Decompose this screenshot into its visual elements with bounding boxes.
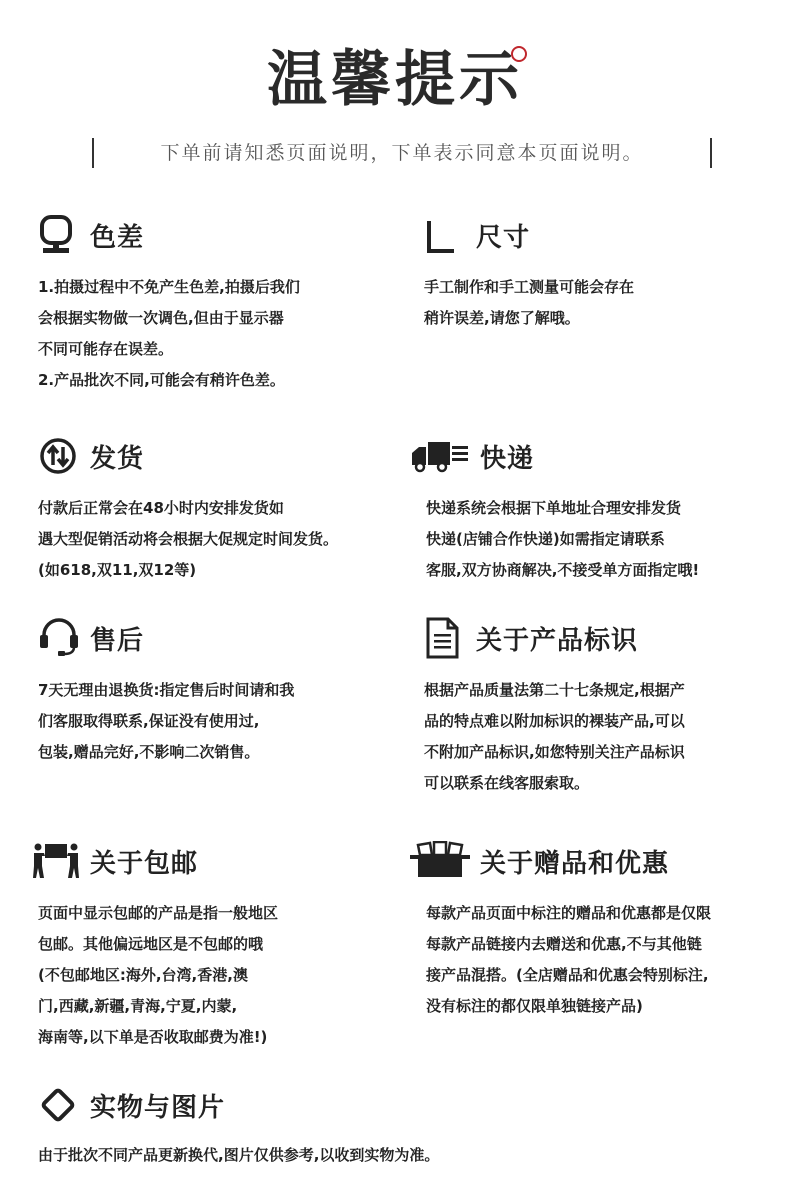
section-title: 售后 bbox=[90, 625, 145, 656]
section-line: 们客服取得联系,保证没有使用过, bbox=[38, 712, 260, 730]
section-ship bbox=[38, 433, 338, 586]
section-body bbox=[410, 898, 711, 1022]
section-header bbox=[38, 615, 294, 661]
page-subtitle: 下单前请知悉页面说明，下单表示同意本页面说明。 bbox=[92, 138, 712, 168]
section-line: 每款产品链接内去赠送和优惠,不与其他链 bbox=[426, 935, 702, 953]
section-title: 发货 bbox=[90, 443, 145, 474]
section-header bbox=[38, 433, 338, 479]
ruler-corner-icon bbox=[424, 213, 468, 257]
section-body bbox=[38, 493, 338, 586]
section-label bbox=[424, 615, 685, 799]
section-line: 不同可能存在误差。 bbox=[38, 340, 174, 358]
section-real bbox=[38, 1082, 439, 1171]
section-line: 快递(店铺合作快递)如需指定请联系 bbox=[426, 530, 665, 548]
diamond-icon bbox=[38, 1083, 82, 1127]
section-header bbox=[38, 1082, 439, 1128]
section-line: (不包邮地区:海外,台湾,香港,澳 bbox=[38, 966, 248, 984]
section-body bbox=[38, 675, 294, 768]
section-line: 门,西藏,新疆,青海,宁夏,内蒙, bbox=[38, 997, 238, 1015]
section-line: 没有标注的都仅限单独链接产品) bbox=[426, 997, 643, 1015]
document-icon bbox=[424, 616, 468, 660]
section-line: 页面中显示包邮的产品是指一般地区 bbox=[38, 904, 279, 922]
section-express bbox=[410, 433, 699, 586]
people-carry-box-icon bbox=[32, 839, 82, 883]
section-header bbox=[410, 838, 711, 884]
section-line: 会根据实物做一次调色,但由于显示器 bbox=[38, 309, 284, 327]
section-line: 可以联系在线客服索取。 bbox=[424, 774, 590, 792]
section-title: 关于产品标识 bbox=[476, 625, 639, 656]
section-line: 7天无理由退换货:指定售后时间请和我 bbox=[38, 681, 295, 699]
monitor-icon bbox=[38, 213, 82, 257]
section-line: 客服,双方协商解决,不接受单方面指定哦! bbox=[426, 561, 700, 579]
section-title: 色差 bbox=[90, 222, 145, 253]
section-color bbox=[38, 212, 300, 396]
section-line: 接产品混搭。(全店赠品和优惠会特别标注, bbox=[426, 966, 709, 984]
exchange-arrows-icon bbox=[38, 434, 82, 478]
section-line: 快递系统会根据下单地址合理安排发货 bbox=[426, 499, 682, 517]
section-line: 由于批次不同产品更新换代,图片仅供参考,以收到实物为准。 bbox=[38, 1146, 440, 1164]
section-body bbox=[410, 493, 699, 586]
section-title: 关于赠品和优惠 bbox=[480, 848, 670, 879]
section-title: 尺寸 bbox=[476, 222, 531, 253]
section-gift bbox=[410, 838, 711, 1022]
section-line: 不附加产品标识,如您特别关注产品标识 bbox=[424, 743, 685, 761]
section-header bbox=[424, 212, 634, 258]
section-line: 根据产品质量法第二十七条规定,根据产 bbox=[424, 681, 685, 699]
section-title: 快递 bbox=[480, 443, 535, 474]
section-header bbox=[38, 212, 300, 258]
section-body bbox=[424, 675, 685, 799]
section-line: 包邮。其他偏远地区是不包邮的哦 bbox=[38, 935, 264, 953]
section-size bbox=[424, 212, 634, 334]
title-wrap bbox=[0, 40, 790, 120]
page-title bbox=[267, 40, 523, 120]
section-header bbox=[410, 433, 699, 479]
section-header bbox=[424, 615, 685, 661]
section-freeship bbox=[32, 838, 278, 1053]
section-aftersale bbox=[38, 615, 294, 768]
section-title: 关于包邮 bbox=[90, 848, 199, 879]
headset-icon bbox=[38, 616, 82, 660]
section-line: 稍许误差,请您了解哦。 bbox=[424, 309, 580, 327]
section-line: (如618,双11,双12等) bbox=[38, 561, 197, 579]
section-line: 海南等,以下单是否收取邮费为准!) bbox=[38, 1028, 268, 1046]
section-body bbox=[32, 898, 278, 1053]
title-circle-decoration bbox=[511, 46, 527, 62]
delivery-truck-icon bbox=[410, 434, 472, 478]
section-line: 手工制作和手工测量可能会存在 bbox=[424, 278, 635, 296]
gift-cards-icon bbox=[410, 839, 472, 883]
section-title: 实物与图片 bbox=[90, 1092, 226, 1123]
page-title-text: 温馨提示 bbox=[267, 45, 523, 115]
section-body bbox=[38, 1140, 439, 1171]
section-line: 每款产品页面中标注的赠品和优惠都是仅限 bbox=[426, 904, 712, 922]
section-body bbox=[38, 272, 300, 396]
section-line: 2.产品批次不同,可能会有稍许色差。 bbox=[38, 371, 285, 389]
section-line: 品的特点难以附加标识的裸装产品,可以 bbox=[424, 712, 685, 730]
section-line: 遇大型促销活动将会根据大促规定时间发货。 bbox=[38, 530, 339, 548]
section-line: 1.拍摄过程中不免产生色差,拍摄后我们 bbox=[38, 278, 300, 296]
section-line: 包装,赠品完好,不影响二次销售。 bbox=[38, 743, 260, 761]
section-header bbox=[32, 838, 278, 884]
section-line: 付款后正常会在48小时内安排发货如 bbox=[38, 499, 284, 517]
section-body bbox=[424, 272, 634, 334]
